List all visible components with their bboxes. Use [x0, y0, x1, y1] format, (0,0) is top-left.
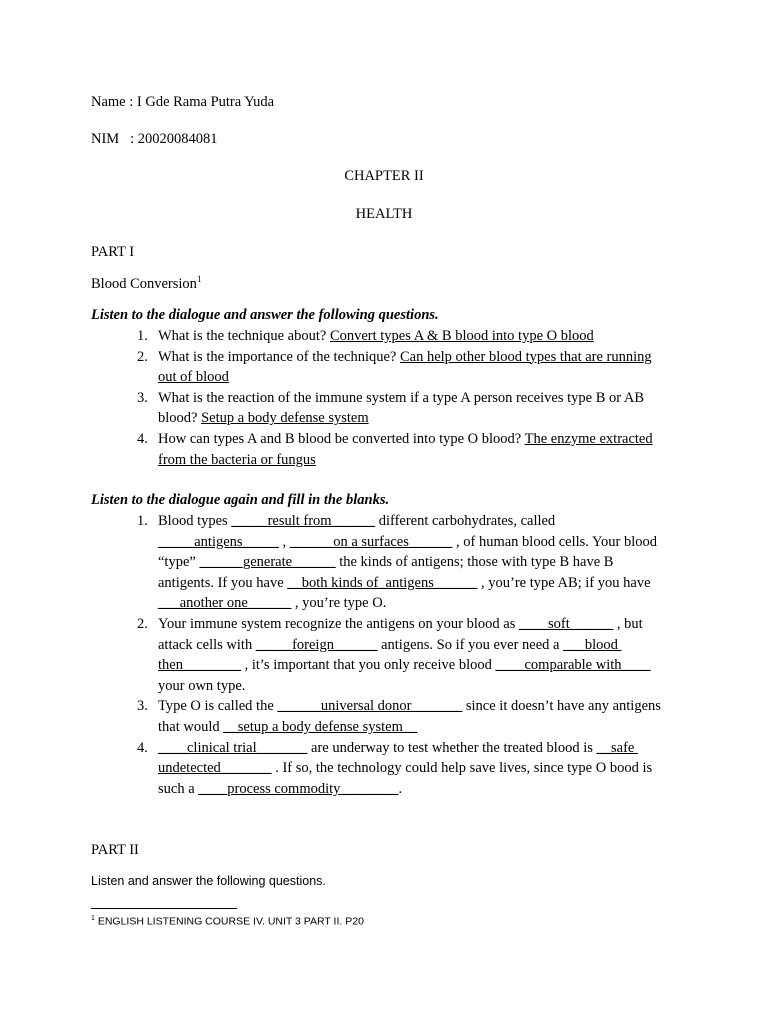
fill-answer: ___blood: [563, 636, 622, 653]
fill-text: Type O is called the: [158, 698, 278, 715]
fill-answer: _____result from______: [231, 513, 376, 529]
answer-text: The enzyme extracted: [524, 430, 653, 447]
fill-text: Blood types: [158, 513, 232, 529]
fill-text: , you’re type AB; if you have: [477, 574, 651, 591]
fill-answer: ______universal donor_______: [277, 698, 463, 715]
question-item: [91, 429, 691, 470]
part2-instruction: Listen and answer the following questions.: [91, 874, 326, 888]
footnote-divider: [91, 908, 237, 909]
fill-answer: __both kinds of_antigens______: [287, 574, 478, 591]
fill-answer: ____comparable with____: [495, 657, 651, 674]
question-item: [91, 388, 691, 429]
student-name: Name : I Gde Rama Putra Yuda: [91, 94, 275, 110]
answer-text: from the bacteria or fungus: [158, 451, 316, 468]
item-number: 3.: [137, 698, 148, 715]
instruction-fill: Listen to the dialogue again and fill in the blanks.: [91, 492, 390, 508]
fill-text: your own type.: [158, 677, 246, 694]
answer-text: Setup a body defense system: [201, 410, 369, 427]
question-list: [91, 326, 691, 470]
fill-text: attack cells with: [158, 636, 256, 653]
fill-answer: ___another one______: [158, 595, 292, 612]
question-number: 4.: [137, 430, 148, 447]
answer-text: Can help other blood types that are running: [399, 348, 652, 365]
fill-answer: then________: [158, 657, 241, 674]
fill-text: , you’re type O.: [291, 595, 387, 612]
question-text: How can types A and B blood be converted into type O blood?: [158, 430, 525, 447]
footnote-mark: 1: [91, 915, 95, 922]
fill-answer: _____antigens_____: [158, 533, 279, 550]
fill-answer: __setup a body defense system__: [223, 718, 418, 735]
answer-text: out of blood: [158, 369, 229, 386]
question-text: What is the reaction of the immune system if a type A person receives type B or AB: [158, 389, 645, 406]
fill-text: Your immune system recognize the antigens on your blood as: [158, 615, 519, 632]
fill-answer: ____clinical trial_______: [158, 739, 308, 756]
chapter-title: HEALTH: [355, 206, 413, 222]
fill-answer: ______generate______: [199, 554, 336, 571]
footnote-ref: 1: [196, 274, 202, 284]
fill-item: [91, 738, 691, 800]
fill-answer: ______on a surfaces______: [289, 533, 453, 550]
fill-answer: ____soft______: [518, 615, 614, 632]
question-item: [91, 347, 691, 388]
question-number: 1.: [137, 328, 148, 344]
student-nim: NIM : 20020084081: [91, 131, 218, 147]
fill-text: . If so, the technology could help save lives, since type O bood is: [271, 760, 653, 777]
fill-answer: undetected_______: [158, 760, 272, 777]
question-text: What is the importance of the technique?: [158, 348, 400, 365]
fill-list: [91, 511, 691, 799]
fill-text: the kinds of antigens; those with type B have B: [335, 554, 614, 571]
fill-item: [91, 511, 691, 614]
chapter-label: CHAPTER II: [344, 168, 424, 184]
fill-text: that would: [158, 718, 224, 735]
footnote-text: ENGLISH LISTENING COURSE IV. UNIT 3 PART II. P20: [94, 915, 364, 928]
question-number: 2.: [137, 348, 148, 365]
fill-text: since it doesn’t have any antigens: [462, 698, 661, 715]
item-number: 4.: [137, 739, 148, 756]
fill-text: , but: [613, 615, 643, 632]
item-number: 2.: [137, 615, 148, 632]
part1-heading: PART I: [91, 244, 135, 260]
item-number: 1.: [137, 513, 148, 529]
part1-subtitle: [91, 274, 201, 293]
fill-item: [91, 696, 691, 737]
fill-text: such a: [158, 780, 199, 797]
fill-text: “type”: [158, 554, 200, 571]
fill-text: antigents. If you have: [158, 574, 288, 591]
fill-text: , it’s important that you only receive blood: [240, 657, 496, 674]
answer-text: Convert types A & B blood into type O blood: [329, 328, 594, 344]
part2-heading: PART II: [91, 842, 139, 858]
question-text: What is the technique about?: [158, 328, 330, 344]
fill-text: .: [398, 780, 403, 797]
fill-item: [91, 614, 691, 696]
subtitle-text: Blood Conversion: [91, 275, 197, 292]
fill-answer: _____foreign______: [255, 636, 378, 653]
fill-answer: ____process commodity________: [198, 780, 399, 797]
fill-answer: __safe: [596, 739, 638, 756]
fill-text: , of human blood cells. Your blood: [452, 533, 657, 550]
footnote: [91, 915, 364, 928]
question-text: blood?: [158, 410, 202, 427]
fill-text: different carbohydrates, called: [375, 513, 556, 529]
instruction-answer: Listen to the dialogue and answer the following questions.: [91, 307, 439, 323]
question-item: [91, 326, 691, 347]
fill-text: antigens. So if you ever need a: [377, 636, 564, 653]
fill-text: ,: [278, 533, 290, 550]
fill-text: are underway to test whether the treated blood is: [307, 739, 597, 756]
question-number: 3.: [137, 389, 148, 406]
